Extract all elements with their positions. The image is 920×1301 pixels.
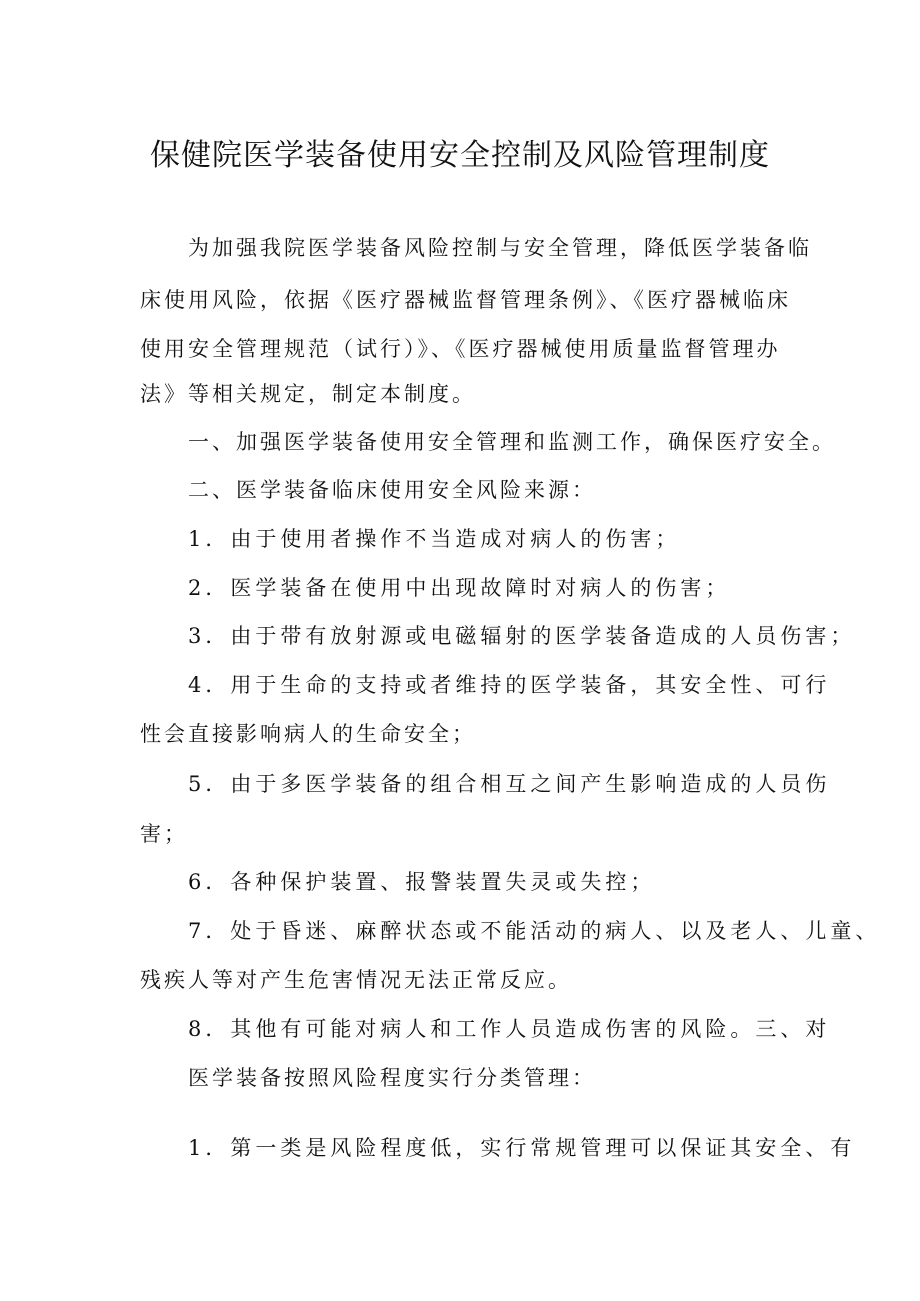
- list-item-continuation: 医学装备按照风险程度实行分类管理：: [188, 1066, 596, 1090]
- list-item: 1．由于使用者操作不当造成对病人的伤害；: [188, 527, 681, 551]
- paragraph-line: 法》等相关规定，制定本制度。: [140, 382, 476, 406]
- list-item: 8．其他有可能对病人和工作人员造成伤害的风险。三、对: [188, 1017, 831, 1041]
- document-title: 保健院医学装备使用安全控制及风险管理制度: [150, 138, 770, 173]
- list-item: 5．由于多医学装备的组合相互之间产生影响造成的人员伤: [188, 772, 831, 796]
- list-item: 4．用于生命的支持或者维持的医学装备，其安全性、可行: [188, 673, 831, 697]
- section-line: 一、加强医学装备使用安全管理和监测工作，确保医疗安全。: [188, 430, 836, 454]
- list-item-continuation: 残疾人等对产生危害情况无法正常反应。: [140, 968, 572, 992]
- list-item-continuation: 害；: [140, 822, 188, 846]
- list-item-continuation: 性会直接影响病人的生命安全；: [140, 722, 476, 746]
- list-item: 1．第一类是风险程度低，实行常规管理可以保证其安全、有: [188, 1136, 856, 1160]
- paragraph-line: 为加强我院医学装备风险控制与安全管理，降低医学装备临: [188, 236, 812, 260]
- list-item: 3．由于带有放射源或电磁辐射的医学装备造成的人员伤害；: [188, 624, 856, 648]
- section-line: 二、医学装备临床使用安全风险来源：: [188, 478, 596, 502]
- paragraph-line: 使用安全管理规范（试行）》、《医疗器械使用质量监督管理办: [140, 337, 781, 361]
- paragraph-line: 床使用风险，依据《医疗器械监督管理条例》、《医疗器械临床: [140, 288, 791, 312]
- list-item: 7．处于昏迷、麻醉状态或不能活动的病人、以及老人、儿童、: [188, 919, 881, 943]
- list-item: 6．各种保护装置、报警装置失灵或失控；: [188, 870, 656, 894]
- list-item: 2．医学装备在使用中出现故障时对病人的伤害；: [188, 576, 731, 600]
